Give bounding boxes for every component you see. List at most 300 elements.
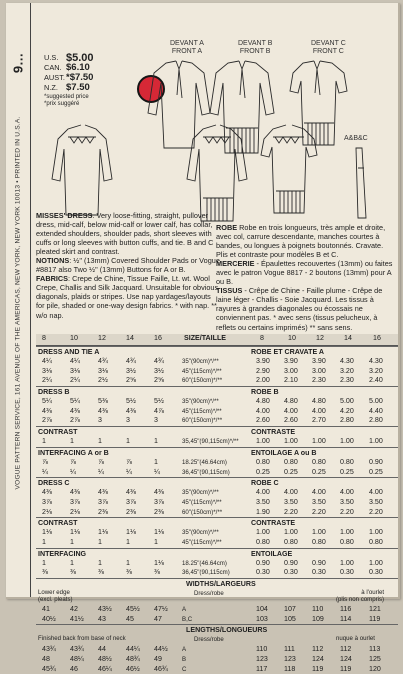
price-country: N.Z. [44, 83, 58, 92]
table-row [36, 367, 398, 377]
metrage-cell: 3.50 [256, 497, 270, 506]
fabric-width: 36,45"(90,115cm) [182, 468, 230, 476]
table-row [36, 559, 398, 569]
yardage-cell: 4¼ [42, 357, 52, 365]
metrage-cell: 3.20 [340, 366, 354, 375]
yardage-cell: 3⅞ [70, 497, 80, 506]
yardage-cell: ⅜ [154, 568, 160, 577]
metrage-cell: 1.00 [312, 528, 326, 537]
table-row [36, 357, 398, 367]
metrage-cell: 3.20 [369, 366, 383, 375]
metrage-cell: 110 [256, 645, 268, 654]
fabric-width: 18.25"(46.64cm) [182, 559, 227, 567]
metrage-cell: 2.20 [312, 507, 326, 516]
metrage-cell: 3.50 [369, 497, 383, 506]
yardage-cell: 3 [154, 416, 158, 425]
metrage-cell: 3.00 [312, 366, 326, 375]
size-header-cell: 16 [154, 334, 162, 342]
yardage-cell: 43 [98, 614, 106, 623]
yardage-cell: 2⅞ [70, 416, 80, 425]
lengths-subheader [36, 635, 398, 645]
fabric-width: 35"(90cm)*/** [182, 358, 219, 365]
yardage-cell: 44¼ [126, 645, 140, 654]
fabric-width: 35"(90cm)*/** [182, 529, 219, 537]
table-row [36, 416, 398, 426]
metrage-cell: 0.25 [369, 467, 383, 476]
description-paragraph [216, 286, 394, 331]
yardage-cell: 48¾ [126, 655, 140, 664]
metrage-cell: 1.00 [369, 437, 383, 446]
lengths-header [36, 624, 398, 635]
metrage-cell: 3.50 [312, 497, 326, 506]
metrage-cell: 1.00 [256, 528, 270, 537]
metrage-cell: 0.80 [312, 537, 326, 546]
drawing-back-c [261, 125, 317, 213]
section-title-en: INTERFACING [38, 549, 87, 558]
yardage-cell: 4¾ [98, 357, 108, 365]
price-note: *suggested price *prix suggéré [44, 94, 89, 107]
description-english [36, 211, 220, 320]
price-value: $5.00 [66, 52, 94, 64]
metrage-cell: 0.80 [340, 457, 354, 466]
section-title-fr: ROBE B [251, 388, 279, 397]
yardage-cell: 2⅜ [98, 507, 108, 516]
section-header [36, 386, 398, 397]
yardage-cell: ⅞ [126, 457, 132, 466]
metrage-cell: 2.20 [284, 507, 298, 516]
metrage-cell: 1.00 [284, 528, 298, 537]
publisher-line: VOGUE PATTERN SERVICE, 161 AVENUE OF THE AMERICAS, NEW YORK, NEW YORK 10013 • PRINTED IN U.S.A. [14, 116, 22, 490]
metrage-cell: 4.00 [256, 406, 270, 415]
metrage-cell: 3.50 [340, 497, 354, 506]
yardage-cell: ⅜ [126, 568, 132, 577]
yardage-cell: 4¼ [70, 357, 80, 365]
metrage-cell: 0.80 [256, 457, 270, 466]
description-french [216, 223, 394, 332]
yardage-cell: 5¼ [70, 397, 80, 406]
description-heading: NOTIONS [36, 256, 70, 266]
yardage-cell: ¼ [126, 467, 132, 476]
yardage-cell: 1 [126, 437, 130, 446]
lengths-row [36, 655, 398, 665]
fabric-width: B,C [182, 615, 193, 623]
description-paragraph [216, 223, 394, 259]
fabric-width: A [182, 646, 187, 654]
yardage-cell: 45½ [126, 605, 140, 613]
widths-label-en: Lower edge (excl. pleats) [38, 589, 73, 603]
metrage-cell: 112 [340, 645, 352, 654]
lengths-label-en: Finished back from base of neck [38, 635, 126, 643]
yardage-cell: 1 [98, 537, 102, 546]
metrage-cell: 2.60 [284, 416, 298, 425]
metrage-cell: 4.80 [284, 397, 298, 406]
yardage-cell: 1 [70, 437, 74, 446]
yardage-cell: ⅜ [70, 568, 76, 577]
yardage-cell: 44½ [154, 645, 168, 654]
description-heading: TISSUS [216, 286, 243, 296]
description-text: : Crepe de Chine, Tissue Faille, Lt. wt. Wool Crepe, Challis and Silk Jacquard. Unsuitable for obvious diagonals, plaids or stripes. Use nap yardages/layouts for pile, shaded or one-way design fabrics. * with nap. ** w/o nap. [36, 274, 219, 320]
widths-label-fr: à l'ourlet (plis non compris) [336, 589, 385, 603]
table-row [36, 488, 398, 498]
section-header [36, 517, 398, 528]
yardage-cell: 4¾ [126, 357, 136, 365]
metrage-cell: 0.25 [256, 467, 270, 476]
section-header [36, 426, 398, 437]
yardage-cell: 3⅞ [154, 497, 164, 506]
metrage-cell: 0.25 [340, 467, 354, 476]
section-header [36, 477, 398, 488]
yardage-cell: 41 [42, 605, 50, 613]
drawing-back-a [52, 125, 112, 215]
section-header [36, 548, 398, 559]
fabric-width: 45"(115cm)*/** [182, 367, 222, 375]
yardage-cell: 2⅝ [154, 376, 164, 385]
section-header [36, 447, 398, 458]
metrage-cell: 2.80 [369, 416, 383, 425]
section-title-en: CONTRAST [38, 519, 78, 528]
metrage-cell: 3.90 [284, 357, 298, 365]
price-value: $6.10 [66, 62, 90, 73]
description-heading: FABRICS [36, 274, 69, 284]
metrage-cell: 5.00 [340, 397, 354, 406]
table-row [36, 468, 398, 478]
metrage-cell: 124 [340, 655, 352, 664]
fabric-width: 45"(115cm)*/** [182, 498, 222, 506]
yardage-cell: ⅞ [42, 457, 48, 466]
metrage-cell: 2.60 [256, 416, 270, 425]
yardage-cell: 45¾ [42, 664, 56, 673]
metrage-cell: 4.80 [312, 397, 326, 406]
metrage-cell: 117 [256, 664, 268, 673]
section-title-en: DRESS C [38, 479, 70, 488]
metrage-cell: 119 [369, 614, 381, 623]
view-label-back: A&B&C [344, 135, 368, 142]
description-text: : ½" (13mm) Covered Shoulder Pads or Vogue #8817 also Two ½" (13mm) Buttons for A or B. [36, 256, 220, 275]
section-title-en: CONTRAST [38, 428, 78, 437]
metrage-cell: 4.80 [256, 397, 270, 406]
metrage-cell: 121 [369, 605, 381, 613]
yardage-cell: 2⅜ [154, 507, 164, 516]
metrage-cell: 123 [284, 655, 296, 664]
yardage-cell: 1 [126, 537, 130, 546]
yardage-cell: 4⅜ [70, 406, 80, 415]
metrage-cell: 2.40 [369, 376, 383, 385]
yardage-cell: 49 [154, 655, 162, 664]
yardage-table [36, 334, 398, 674]
metrage-cell: 4.30 [369, 357, 383, 365]
yardage-cell: 3½ [154, 366, 164, 375]
metrage-cell: 4.00 [369, 488, 383, 497]
yardage-cell: 1 [70, 558, 74, 567]
metrage-cell: 0.25 [312, 467, 326, 476]
yardage-cell: 3½ [126, 366, 136, 375]
yardage-cell: ¼ [70, 467, 76, 476]
yardage-cell: 47 [154, 614, 162, 623]
table-row [36, 376, 398, 386]
metrage-cell: 0.80 [312, 457, 326, 466]
description-paragraph [36, 256, 220, 274]
table-row [36, 437, 398, 447]
section-title-en: INTERFACING A or B [38, 448, 109, 457]
metrage-cell: 1.00 [284, 437, 298, 446]
metrage-cell: 0.80 [369, 537, 383, 546]
section-header [36, 346, 398, 357]
metrage-cell: 0.90 [256, 558, 270, 567]
fabric-width: 35,45"(90,115cm)*/** [182, 438, 239, 446]
yardage-cell: 46¾ [154, 664, 168, 673]
metrage-cell: 2.90 [256, 366, 270, 375]
yardage-cell: 2⅜ [126, 507, 136, 516]
metrage-cell: 2.20 [340, 507, 354, 516]
yardage-cell: 1 [154, 537, 158, 546]
yardage-cell: ⅜ [98, 568, 104, 577]
metrage-cell: 1.00 [369, 558, 383, 567]
price-value: $7.50 [66, 82, 90, 93]
yardage-cell: 1⅛ [70, 528, 80, 537]
yardage-cell: 4⅜ [98, 406, 108, 415]
metrage-cell: 103 [256, 614, 268, 623]
metrage-cell: 0.80 [284, 457, 298, 466]
yardage-cell: ⅞ [70, 457, 76, 466]
metrage-cell: 116 [340, 605, 352, 613]
metrage-cell: 105 [284, 614, 296, 623]
view-label-front-b: DEVANT B FRONT B [238, 40, 273, 55]
metrage-cell: 1.00 [340, 558, 354, 567]
description-paragraph [36, 274, 220, 319]
yardage-cell: 5½ [154, 397, 164, 406]
lengths-row [36, 645, 398, 655]
yardage-cell: 4⅜ [42, 488, 52, 497]
yardage-cell: 3⅞ [98, 497, 108, 506]
yardage-cell: 2⅝ [126, 376, 136, 385]
section-title-fr: ROBE C [251, 479, 279, 488]
technical-drawings [6, 3, 398, 223]
metrage-cell: 0.90 [284, 558, 298, 567]
table-row [36, 508, 398, 518]
metrage-cell: 112 [312, 645, 324, 654]
lengths-label-fr: nuque à ourlet [336, 635, 375, 643]
view-label-front-c: DEVANT C FRONT C [311, 40, 346, 55]
drawing-front-c [290, 61, 347, 145]
yardage-cell: 1 [154, 457, 158, 466]
widths-label-mid: Dress/robe [194, 590, 224, 597]
drawing-side-sleeve [356, 148, 366, 218]
metrage-cell: 0.30 [284, 568, 298, 577]
description-text: - Crêpe de Chine - Faille plume - Crêpe de laine léger - Challis - Soie Jacquard. Les tissus à rayures à grandes diagonales ou écossais ne conviennent pas. * avec sens (tissus pelucheux, à reflets ou certains imprimés) ** sans sens. [216, 286, 383, 332]
metrage-cell: 1.00 [312, 437, 326, 446]
yardage-cell: 3⅛ [70, 366, 80, 375]
metrage-cell: 2.30 [312, 376, 326, 385]
yardage-cell: 1 [70, 537, 74, 546]
metrage-cell: 107 [284, 605, 296, 613]
yardage-cell: 43½ [98, 605, 112, 613]
metrage-cell: 0.25 [284, 467, 298, 476]
metrage-cell: 120 [369, 664, 381, 673]
description-paragraph [36, 211, 220, 256]
metrage-cell: 0.30 [369, 568, 383, 577]
section-title-fr: ENTOILAGE [251, 549, 293, 558]
description-text: . Very loose-fitting, straight, pullover dress, mid-calf, below mid-calf or lower calf, has collar, extended shoulders, shoulder pads, short sleeves with cuffs or long sleeves with button cuffs, and tie. B and C pleated skirt and contrast. [36, 211, 214, 257]
yardage-cell: 1 [42, 537, 46, 546]
size-header-cell: 8 [260, 334, 264, 342]
price-country: CAN. [44, 63, 62, 72]
yardage-cell: 5½ [126, 397, 136, 406]
widths-header [36, 578, 398, 589]
yardage-cell: 1⅛ [126, 528, 136, 537]
metrage-cell: 0.80 [284, 537, 298, 546]
pattern-envelope-back [6, 3, 400, 673]
size-header-bar [36, 334, 398, 346]
description-heading: ROBE [216, 223, 238, 232]
yardage-cell: 48¼ [70, 655, 84, 664]
fabric-width: C [182, 665, 187, 673]
metrage-cell: 0.30 [256, 568, 270, 577]
yardage-cell: 46¼ [98, 664, 112, 673]
table-row [36, 397, 398, 407]
metrage-cell: 1.90 [256, 507, 270, 516]
yardage-cell: 46 [70, 664, 78, 673]
yardage-cell: 1 [154, 437, 158, 446]
description-heading: MISSES' DRESS [36, 211, 93, 220]
yardage-cell: 4⅜ [98, 488, 108, 497]
fabric-width: 35"(90cm)*/** [182, 398, 219, 406]
metrage-cell: 2.70 [312, 416, 326, 425]
metrage-cell: 2.10 [284, 376, 298, 385]
metrage-cell: 123 [256, 655, 268, 664]
yardage-cell: ¼ [98, 467, 104, 476]
metrage-cell: 109 [312, 614, 324, 623]
table-row [36, 568, 398, 578]
metrage-cell: 2.80 [340, 416, 354, 425]
lengths-label-mid: Dress/robe [194, 636, 224, 644]
metrage-cell: 118 [284, 664, 296, 673]
metrage-cell: 0.30 [340, 568, 354, 577]
size-header-cell: 12 [98, 334, 106, 342]
yardage-cell: 3⅛ [98, 366, 108, 375]
lengths-title: LENGTHS/LONGUEURS [186, 626, 268, 635]
yardage-cell: 2⅞ [42, 416, 52, 425]
metrage-cell: 3.00 [284, 366, 298, 375]
yardage-cell: 3⅞ [126, 497, 136, 506]
yardage-cell: 3 [126, 416, 130, 425]
metrage-cell: 0.80 [340, 537, 354, 546]
yardage-cell: 40½ [42, 614, 56, 623]
fabric-width: B [182, 656, 187, 664]
metrage-cell: 104 [256, 605, 268, 613]
description-heading: MERCERIE [216, 259, 255, 269]
yardage-cell: 5¼ [42, 397, 52, 406]
table-row [36, 498, 398, 508]
fabric-width: 60"(150cm)*/** [182, 508, 223, 516]
metrage-cell: 3.90 [312, 357, 326, 365]
yardage-cell: 4⅜ [42, 406, 52, 415]
yardage-cell: 41½ [70, 614, 84, 623]
yardage-cell: 46½ [126, 664, 140, 673]
yardage-cell: ⅜ [42, 568, 48, 577]
yardage-cell: 1⅛ [154, 528, 164, 537]
yardage-cell: 4¾ [154, 357, 164, 365]
metrage-cell: 3.90 [256, 357, 270, 365]
yardage-cell: 1⅛ [98, 528, 108, 537]
drawing-front-a [148, 61, 210, 148]
description-text: - Épaulettes recouvertes (13mm) ou faites avec le patron Vogue 8817 - 2 boutons (13mm) pour A ou B. [216, 259, 393, 287]
widths-row [36, 615, 398, 625]
fabric-width: 60"(150cm)*/** [182, 377, 223, 385]
size-header-cell: 10 [70, 334, 78, 342]
description-paragraph [216, 259, 394, 286]
yardage-cell: ¼ [154, 467, 160, 476]
yardage-cell: 4⅜ [154, 488, 164, 497]
metrage-cell: 1.00 [340, 437, 354, 446]
yardage-cell: 1⅛ [42, 528, 52, 537]
fabric-width: 45"(115cm)*/** [182, 538, 222, 546]
section-title-fr: ROBE ET CRAVATE A [251, 348, 325, 356]
yardage-cell: 1⅛ [154, 558, 164, 567]
yardage-cell: 4⅜ [126, 488, 136, 497]
metrage-cell: 4.40 [369, 406, 383, 415]
table-row [36, 528, 398, 538]
yardage-cell: 2⅛ [70, 507, 80, 516]
fabric-width: 45"(115cm)*/** [182, 407, 222, 415]
yardage-cell: 1 [42, 558, 46, 567]
lengths-row [36, 665, 398, 674]
yardage-cell: 1 [126, 558, 130, 567]
yardage-cell: 1 [98, 558, 102, 567]
metrage-cell: 111 [284, 645, 295, 654]
metrage-cell: 4.00 [284, 488, 298, 497]
section-title-fr: CONTRASTE [251, 428, 296, 437]
metrage-cell: 4.20 [340, 406, 354, 415]
metrage-cell: 4.00 [340, 488, 354, 497]
metrage-cell: 5.00 [369, 397, 383, 406]
yardage-cell: 43¾ [42, 645, 56, 654]
metrage-cell: 2.00 [256, 376, 270, 385]
metrage-cell: 4.00 [312, 488, 326, 497]
table-row [36, 538, 398, 548]
table-row [36, 407, 398, 417]
metrage-cell: 124 [312, 655, 324, 664]
yardage-cell: 3⅛ [42, 366, 52, 375]
yardage-cell: 1 [98, 437, 102, 446]
section-title-fr: CONTRASTE [251, 519, 296, 528]
section-title-en: DRESS B [38, 388, 70, 397]
yardage-cell: ¼ [42, 467, 48, 476]
price-country: AUST. [44, 73, 65, 82]
yardage-cell: 43¾ [70, 645, 84, 654]
yardage-cell: 1 [42, 437, 46, 446]
size-header-label: SIZE/TAILLE [184, 334, 227, 342]
yardage-cell: 48 [42, 655, 50, 664]
yardage-cell: 5⅜ [98, 397, 108, 406]
metrage-cell: 0.30 [312, 568, 326, 577]
metrage-cell: 110 [312, 605, 324, 613]
size-header-cell: 10 [288, 334, 296, 342]
price-country: U.S. [44, 53, 59, 62]
yardage-cell: 4⅜ [126, 406, 136, 415]
yardage-cell: 48½ [98, 655, 112, 664]
yardage-cell: 2¼ [42, 376, 52, 385]
metrage-cell: 2.20 [369, 507, 383, 516]
fabric-width: A [182, 606, 187, 613]
metrage-cell: 113 [369, 645, 381, 654]
widths-row [36, 605, 398, 615]
table-row [36, 458, 398, 468]
yardage-cell: 45 [126, 614, 134, 623]
size-header-cell: 16 [373, 334, 381, 342]
fabric-width: 36,45"(90,115cm) [182, 569, 230, 577]
yardage-cell: 4⅜ [70, 488, 80, 497]
metrage-cell: 125 [369, 655, 381, 664]
